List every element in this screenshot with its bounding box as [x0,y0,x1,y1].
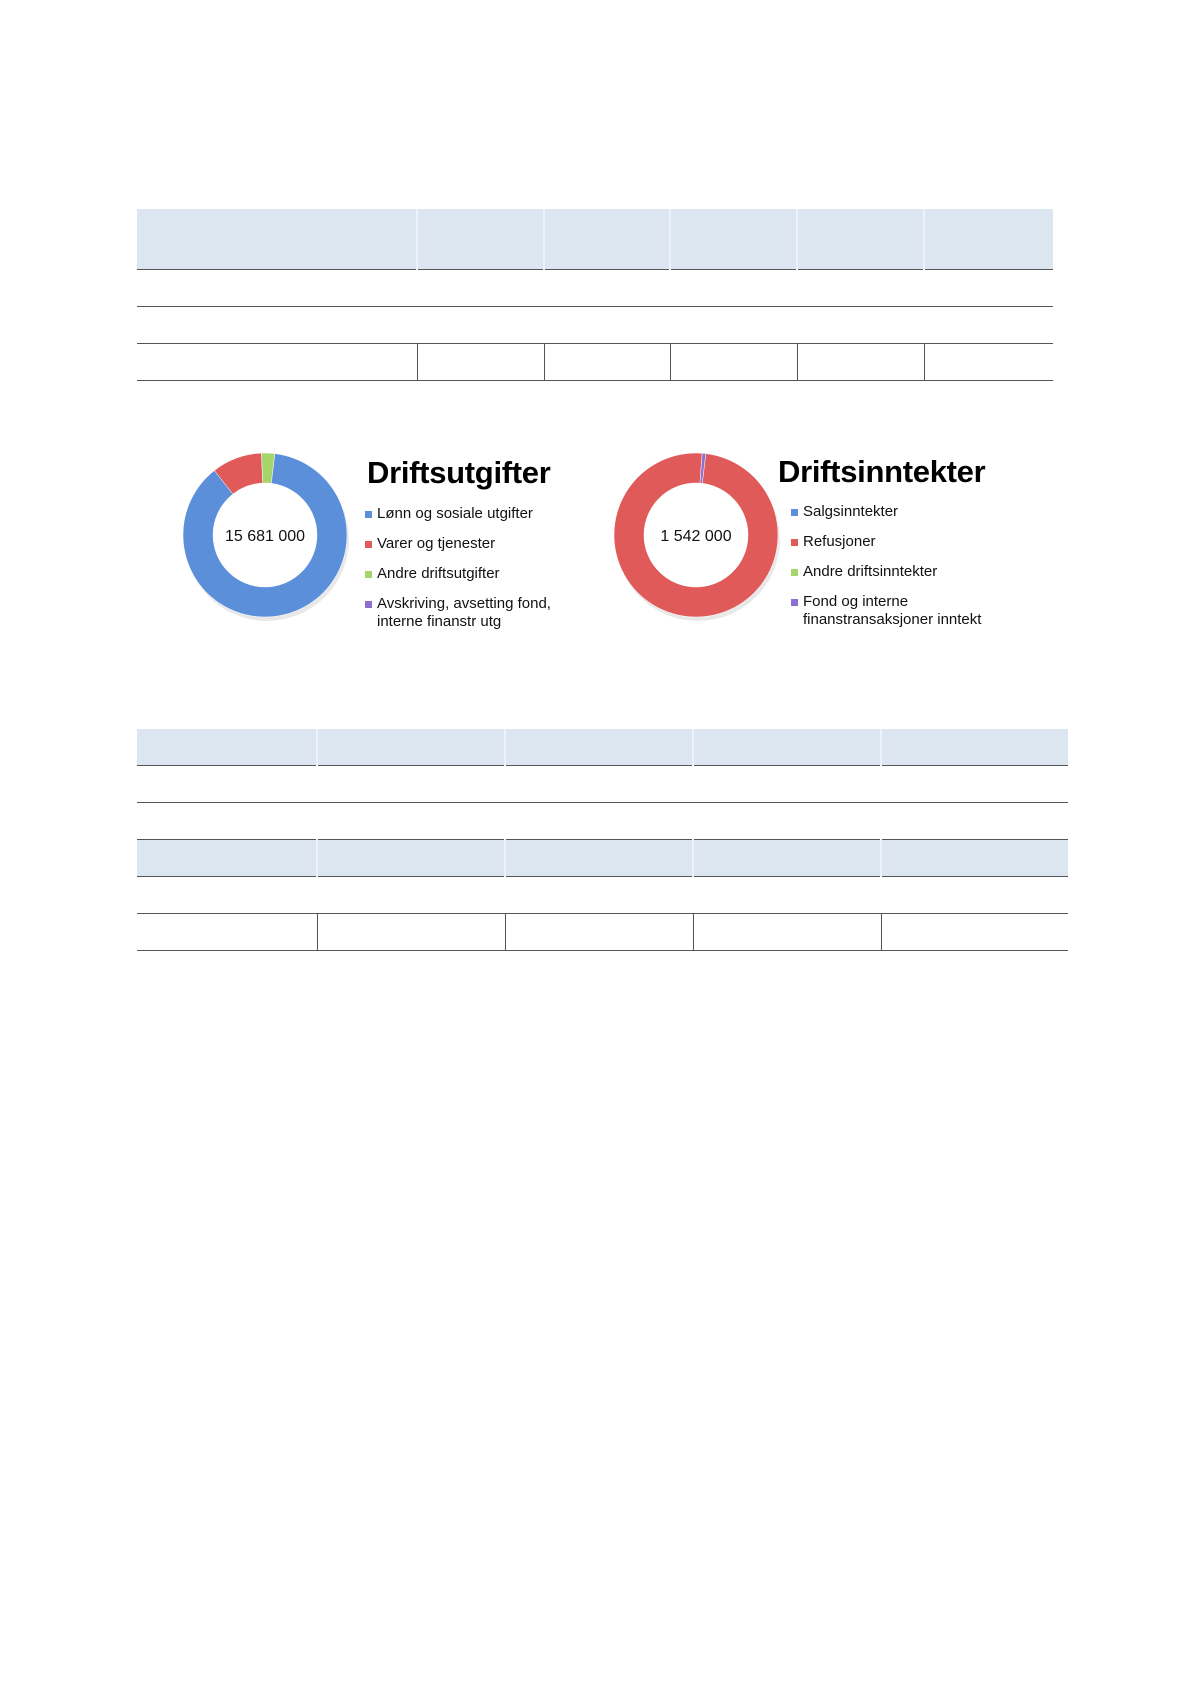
table-cell [693,766,881,803]
header-cell [505,729,693,766]
header-cell [670,209,797,270]
chart-title: Driftsinntekter [778,454,986,489]
table-row [137,307,1053,344]
legend-item [791,563,1006,581]
table-cell [505,877,693,914]
legend-label: Refusjoner [803,533,876,550]
table-cell [137,914,317,951]
table-cell [797,270,924,307]
legend-label: Andre driftsutgifter [377,565,500,582]
table-cell [924,270,1053,307]
legend-item [365,565,585,583]
table-cell [544,344,670,381]
table-cell [881,803,1068,840]
table-cell [670,270,797,307]
table-cell [317,914,505,951]
expenses-donut-chart [175,445,595,645]
legend-label: Avskriving, avsetting fond, interne finanstr utg [377,595,551,630]
table-row [137,344,1053,381]
table-row [137,877,1068,914]
table-cell [797,344,924,381]
legend-label: Andre driftsinntekter [803,563,938,580]
table-cell [137,307,417,344]
table-row [137,270,1053,307]
table-cell [505,803,693,840]
legend-label: Fond og interne finanstransaksjoner inntekt [803,593,982,628]
table-cell [924,307,1053,344]
table-cell [505,766,693,803]
header-cell [693,840,881,877]
header-cell [881,729,1068,766]
table-cell [137,344,417,381]
income-legend [791,503,1006,641]
header-cell [417,209,544,270]
legend-swatch [791,599,798,606]
header-cell [317,840,505,877]
table-cell [317,877,505,914]
legend-swatch [791,539,798,546]
legend-item [365,505,585,523]
table-cell [881,766,1068,803]
table-cell [417,344,544,381]
table-cell [881,877,1068,914]
table-row [137,766,1068,803]
legend-swatch [365,511,372,518]
table-header-row [137,209,1053,270]
table-cell [317,803,505,840]
legend-swatch [365,571,372,578]
table-cell [693,914,881,951]
header-cell [505,840,693,877]
table-cell [137,766,317,803]
income-donut-chart [600,445,1020,645]
legend-swatch [365,601,372,608]
table-cell [137,877,317,914]
table-cell [797,307,924,344]
table-cell [881,914,1068,951]
legend-swatch [791,569,798,576]
table-cell [417,270,544,307]
table-cell [924,344,1053,381]
income-donut [606,445,786,625]
table-cell [670,307,797,344]
table-header-row [137,840,1068,877]
expenses-donut [175,445,355,625]
table-cell [505,914,693,951]
table-cell [317,766,505,803]
legend-item [791,593,1008,629]
legend-item [791,533,1006,551]
donut-center-label: 1 542 000 [660,528,732,545]
legend-swatch [791,509,798,516]
header-cell [924,209,1053,270]
legend-item [365,535,585,553]
header-cell [137,209,417,270]
chart-title: Driftsutgifter [367,455,551,490]
header-cell [544,209,670,270]
donut-center-label: 15 681 000 [224,528,306,545]
table-cell [137,803,317,840]
header-cell [317,729,505,766]
budget-table-top [137,209,1053,381]
legend-item [365,595,577,631]
header-cell [137,840,317,877]
legend-label: Salgsinntekter [803,503,899,520]
header-cell [137,729,317,766]
table-header-row [137,729,1068,766]
table-cell [544,270,670,307]
table-row [137,803,1068,840]
table-cell [693,877,881,914]
header-cell [693,729,881,766]
table-row [137,914,1068,951]
header-cell [797,209,924,270]
table-cell [693,803,881,840]
table-cell [670,344,797,381]
header-cell [881,840,1068,877]
legend-label: Lønn og sosiale utgifter [377,505,533,522]
expenses-legend [365,505,585,643]
table-cell [417,307,544,344]
legend-swatch [365,541,372,548]
table-cell [137,270,417,307]
legend-label: Varer og tjenester [377,535,496,552]
table-cell [544,307,670,344]
legend-item [791,503,1006,521]
budget-table-bottom [137,729,1068,951]
